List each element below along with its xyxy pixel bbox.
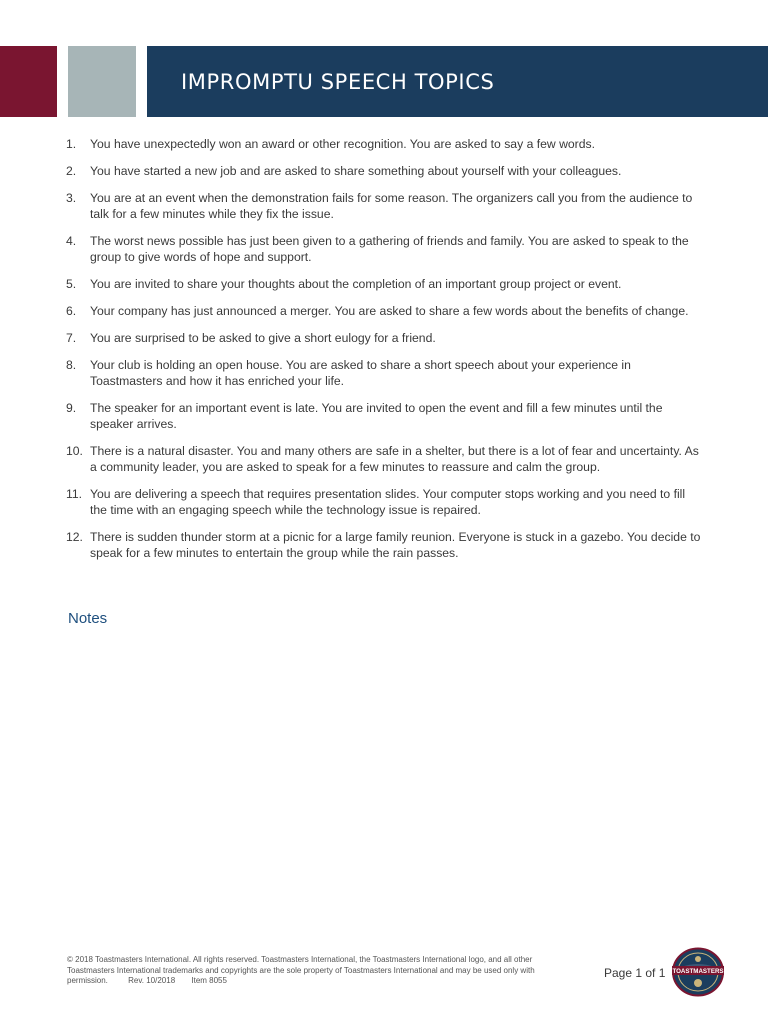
list-item [66, 357, 704, 389]
topic-number: 1. [66, 137, 77, 151]
notes-heading: Notes [68, 610, 108, 627]
footer-legal [67, 955, 577, 987]
topic-text: Your club is holding an open house. You are asked to share a short speech about your experience in Toastmasters and how it has enriched your life. [90, 358, 631, 388]
topic-number: 12. [66, 530, 83, 544]
topic-text: Your company has just announced a merger. You are asked to share a few words about the benefits of change. [90, 304, 689, 318]
topic-text: You are surprised to be asked to give a short eulogy for a friend. [90, 331, 436, 345]
topic-text: You are at an event when the demonstration fails for some reason. The organizers call you from the audience to talk for a few minutes while they fix the issue. [90, 191, 693, 221]
list-item [66, 136, 704, 152]
topic-number: 4. [66, 234, 77, 248]
list-item [66, 486, 704, 518]
header-accent-red [0, 46, 57, 117]
topic-list [66, 136, 704, 572]
topic-number: 2. [66, 164, 77, 178]
topic-text: There is sudden thunder storm at a picnic for a large family reunion. Everyone is stuck in a gazebo. You decide to speak for a few minutes to entertain the group while the rain passes. [90, 530, 701, 560]
topic-number: 11. [66, 487, 83, 501]
page-title: IMPROMPTU SPEECH TOPICS [181, 69, 495, 94]
toastmasters-logo-icon [671, 947, 725, 997]
header-accent-gray [68, 46, 136, 117]
topic-text: There is a natural disaster. You and many others are safe in a shelter, but there is a lot of fear and uncertainty. As a community leader, you are asked to speak for a few minutes to reassure and calm the group. [90, 444, 699, 474]
topic-number: 5. [66, 277, 77, 291]
topic-text: You are invited to share your thoughts about the completion of an important group project or event. [90, 277, 622, 291]
list-item [66, 303, 704, 319]
topic-number: 6. [66, 304, 77, 318]
list-item [66, 529, 704, 561]
topic-number: 7. [66, 331, 77, 345]
page-number: Page 1 of 1 [604, 966, 666, 980]
revision-text: Rev. 10/2018 [128, 976, 176, 986]
topic-number: 8. [66, 358, 77, 372]
header-bar [147, 46, 768, 117]
list-item [66, 233, 704, 265]
list-item [66, 443, 704, 475]
topic-number: 10. [66, 444, 83, 458]
list-item [66, 163, 704, 179]
list-item [66, 276, 704, 292]
list-item [66, 190, 704, 222]
svg-text:TOASTMASTERS: TOASTMASTERS [672, 968, 724, 975]
copyright-text: © 2018 Toastmasters International. All rights reserved. Toastmasters International, the Toastmasters International logo, and all other Toastmasters International trademarks and copyrights are the sole property of Toastmasters International and may be used only with permission. [67, 955, 535, 986]
topic-text: The speaker for an important event is late. You are invited to open the event and fill a few minutes until the speaker arrives. [90, 401, 663, 431]
topic-text: The worst news possible has just been given to a gathering of friends and family. You are asked to speak to the group to give words of hope and support. [90, 234, 689, 264]
topic-number: 9. [66, 401, 77, 415]
topic-text: You have unexpectedly won an award or other recognition. You are asked to say a few words. [90, 137, 595, 151]
topic-text: You are delivering a speech that requires presentation slides. Your computer stops working and you need to fill the time with an engaging speech while the technology issue is repaired. [90, 487, 686, 517]
item-number: Item 8055 [191, 976, 227, 986]
topic-text: You have started a new job and are asked to share something about yourself with your colleagues. [90, 164, 622, 178]
topic-number: 3. [66, 191, 77, 205]
list-item [66, 400, 704, 432]
list-item [66, 330, 704, 346]
